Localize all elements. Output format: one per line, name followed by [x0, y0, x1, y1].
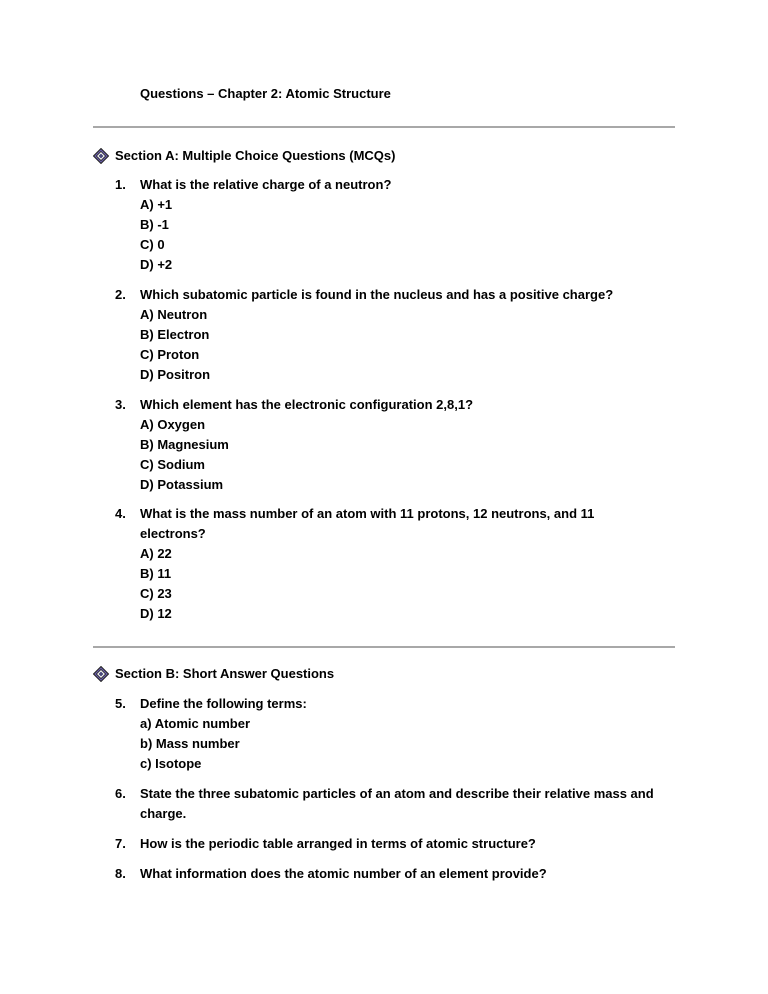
question-1	[115, 175, 680, 275]
option: B) 11	[140, 566, 172, 581]
divider	[93, 646, 675, 648]
question-text: What information does the atomic number of an element provide?	[140, 866, 547, 881]
option: B) Magnesium	[140, 437, 229, 452]
question-text: What is the relative charge of a neutron?	[140, 177, 392, 192]
option: D) +2	[140, 257, 173, 272]
option: B) Electron	[140, 327, 210, 342]
question-text: What is the mass number of an atom with 11 protons, 12 neutrons, and 11 electrons?	[140, 506, 595, 541]
question-text: Which subatomic particle is found in the nucleus and has a positive charge?	[140, 287, 614, 302]
question-6	[115, 784, 680, 824]
option: A) Oxygen	[140, 417, 206, 432]
question-text: Define the following terms:	[140, 696, 307, 711]
option: A) Neutron	[140, 307, 208, 322]
option: D) Positron	[140, 367, 211, 382]
question-number: 7.	[115, 836, 126, 851]
option: C) 0	[140, 237, 165, 252]
option: C) Sodium	[140, 457, 205, 472]
question-5	[115, 694, 680, 774]
option: A) +1	[140, 197, 173, 212]
question-number: 4.	[115, 506, 126, 521]
option: b) Mass number	[140, 736, 240, 751]
question-number: 6.	[115, 786, 126, 801]
section-b-heading-text: Section B: Short Answer Questions	[115, 666, 335, 681]
question-4	[115, 504, 680, 624]
question-number: 3.	[115, 397, 126, 412]
option: C) Proton	[140, 347, 200, 362]
question-number: 8.	[115, 866, 126, 881]
question-number: 1.	[115, 177, 126, 192]
question-text: How is the periodic table arranged in terms of atomic structure?	[140, 836, 536, 851]
question-8	[115, 864, 680, 884]
page-title: Questions – Chapter 2: Atomic Structure	[140, 86, 391, 101]
option: D) 12	[140, 606, 172, 621]
option: c) Isotope	[140, 756, 202, 771]
question-7	[115, 834, 680, 854]
option: B) -1	[140, 217, 169, 232]
divider	[93, 126, 675, 128]
question-options	[140, 195, 680, 275]
question-number: 5.	[115, 696, 126, 711]
question-3	[115, 395, 680, 495]
question-text: State the three subatomic particles of an atom and describe their relative mass and charge.	[140, 786, 654, 821]
section-a-heading-text: Section A: Multiple Choice Questions (MCQs)	[115, 148, 396, 163]
section-b-heading	[93, 664, 334, 684]
question-options	[140, 305, 680, 385]
question-options	[140, 415, 680, 495]
question-options	[140, 544, 680, 624]
question-text: Which element has the electronic configuration 2,8,1?	[140, 397, 474, 412]
question-options	[140, 714, 680, 774]
option: a) Atomic number	[140, 716, 251, 731]
option: A) 22	[140, 546, 172, 561]
option: D) Potassium	[140, 477, 224, 492]
option: C) 23	[140, 586, 172, 601]
diamond-icon	[93, 666, 109, 682]
section-a-heading	[93, 146, 395, 166]
diamond-icon	[93, 148, 109, 164]
question-2	[115, 285, 680, 385]
question-number: 2.	[115, 287, 126, 302]
